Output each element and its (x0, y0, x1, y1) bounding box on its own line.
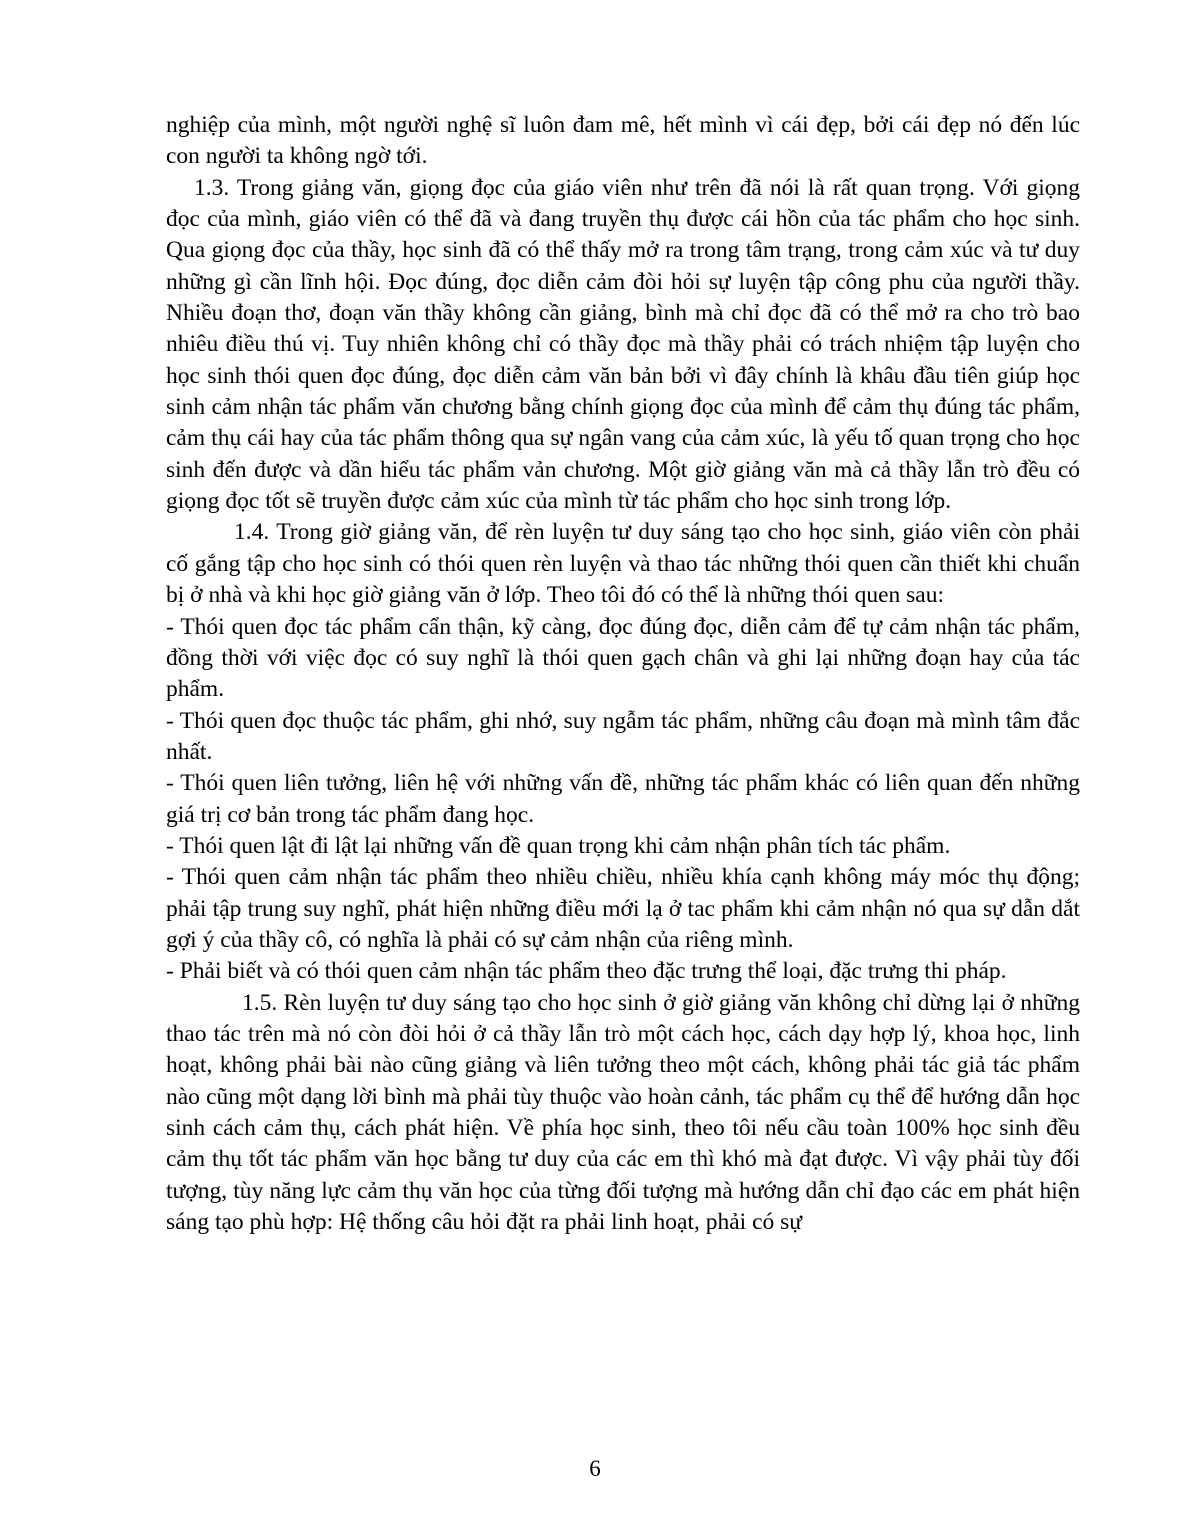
list-item-habit-multidimensional: - Thói quen cảm nhận tác phẩm theo nhiều chiều, nhiều khía cạnh không máy móc thụ động; phải tập trung suy nghĩ, phát hiện những điều mới lạ ở tac phẩm khi cảm nhận nó qua sự dẫn dắt gợi ý của thầy cô, có nghĩa là phải có sự cảm nhận của riêng mình. (166, 864, 1080, 953)
paragraph-1-5: 1.5. Rèn luyện tư duy sáng tạo cho học sinh ở giờ giảng văn không chỉ dừng lại ở những thao tác trên mà nó còn đòi hỏi ở cả thầy lẫn trò một cách học, cách dạy hợp lý, khoa học, linh hoạt, không phải bài nào cũng giảng và liên tưởng theo một cách, không phải tác giả tác phẩm nào cũng một dạng lời bình mà phải tùy thuộc vào hoàn cảnh, tác phẩm cụ thể để hướng dẫn học sinh cách cảm thụ, cách phát hiện. Về phía học sinh, theo tôi nếu cầu toàn 100% học sinh đều cảm thụ tốt tác phẩm văn học bằng tư duy của các em thì khó mà đạt được. Vì vậy phải tùy đối tượng, tùy năng lực cảm thụ văn học của từng đối tượng mà hướng dẫn chỉ đạo các em phát hiện sáng tạo phù hợp: Hệ thống câu hỏi đặt ra phải linh hoạt, phải có sự (166, 989, 1080, 1236)
paragraph-1-4: 1.4. Trong giờ giảng văn, để rèn luyện tư duy sáng tạo cho học sinh, giáo viên còn phải cố gắng tập cho học sinh có thói quen rèn luyện và thao tác những thói quen cần thiết khi chuẩn bị ở nhà và khi học giờ giảng văn ở lớp. Theo tôi đó có thể là những thói quen sau: (166, 519, 1080, 609)
paragraph-continuation: nghiệp của mình, một người nghệ sĩ luôn đam mê, hết mình vì cái đẹp, bởi cái đẹp nó đến lúc con người ta không ngờ tới. (166, 112, 1080, 170)
list-item-habit-memorizing: - Thói quen đọc thuộc tác phẩm, ghi nhớ, suy ngẫm tác phẩm, những câu đoạn mà mình tâm đắc nhất. (166, 707, 1080, 765)
list-item-habit-genre: - Phải biết và có thói quen cảm nhận tác phẩm theo đặc trưng thể loại, đặc trưng thi pháp. (166, 958, 1007, 985)
paragraph-1-3: 1.3. Trong giảng văn, giọng đọc của giáo viên như trên đã nói là rất quan trọng. Với giọng đọc của mình, giáo viên có thể đã và đang truyền thụ được cái hồn của tác phẩm cho học sinh. Qua giọng đọc của thầy, học sinh đã có thể thấy mở ra trong tâm trạng, trong cảm xúc và tư duy những gì cần lĩnh hội. Đọc đúng, đọc diễn cảm đòi hỏi sự luyện tập công phu của người thầy. Nhiều đoạn thơ, đoạn văn thầy không cần giảng, bình mà chỉ đọc đã có thể mở ra cho trò bao nhiêu điều thú vị. Tuy nhiên không chỉ có thầy đọc mà thầy phải có trách nhiệm tập luyện cho học sinh thói quen đọc đúng, đọc diễn cảm văn bản bởi vì đây chính là khâu đầu tiên giúp học sinh cảm nhận tác phẩm văn chương bằng chính giọng đọc của mình để cảm thụ đúng tác phẩm, cảm thụ cái hay của tác phẩm thông qua sự ngân vang của cảm xúc, là yếu tố quan trọng cho học sinh đến được và dần hiểu tác phẩm vản chương. Một giờ giảng văn mà cả thầy lẫn trò đều có giọng đọc tốt sẽ truyền được cảm xúc của mình từ tác phẩm cho học sinh trong lớp. (166, 174, 1080, 515)
list-item-habit-associating: - Thói quen liên tưởng, liên hệ với những vấn đề, những tác phẩm khác có liên quan đến những giá trị cơ bản trong tác phẩm đang học. (166, 770, 1080, 828)
list-item-habit-revisiting: - Thói quen lật đi lật lại những vấn đề quan trọng khi cảm nhận phân tích tác phẩm. (166, 832, 951, 859)
body-text (166, 110, 1080, 1238)
list-item-habit-reading: - Thói quen đọc tác phẩm cẩn thận, kỹ càng, đọc đúng đọc, diễn cảm để tự cảm nhận tác phẩm, đồng thời với việc đọc có suy nghĩ là thói quen gạch chân và ghi lại những đoạn hay của tác phẩm. (166, 613, 1080, 703)
page-number: 6 (589, 1456, 601, 1481)
